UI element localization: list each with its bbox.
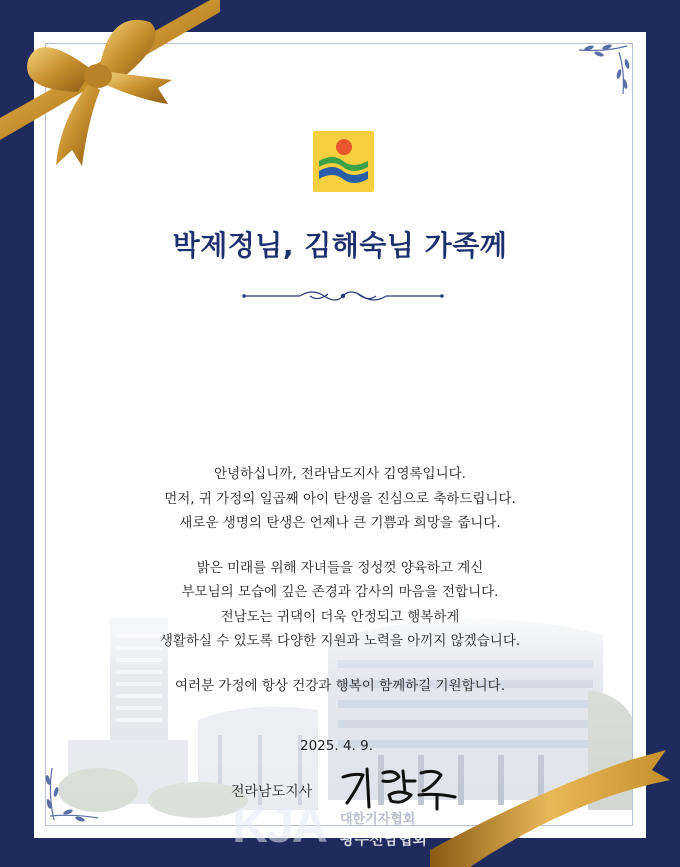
body-line: 먼저, 귀 가정의 일곱째 아이 탄생을 진심으로 축하드립니다. — [164, 490, 516, 507]
ornament-divider-icon — [240, 286, 446, 306]
letter-date: 2025. 4. 9. — [300, 738, 373, 754]
body-line: 생활하실 수 있도록 다양한 지원과 노력을 아끼지 않겠습니다. — [159, 633, 521, 649]
leaf-sprig-icon — [575, 42, 633, 100]
watermark-logo: KJA — [232, 797, 327, 853]
gold-ribbon-bow-icon — [0, 0, 220, 170]
body-line: 부모님의 모습에 깊은 존경과 감사의 마음을 전합니다. — [181, 584, 499, 600]
jeollanam-do-logo-icon — [313, 131, 374, 192]
closing-line: 여러분 가정에 항상 건강과 행복이 함께하길 기원합니다. — [175, 677, 505, 694]
body-line: 전남도는 귀댁이 더욱 안정되고 행복하게 — [220, 608, 460, 625]
letter-body — [0, 462, 680, 698]
letter-title: 박제정님, 김해숙님 가족께 — [172, 229, 508, 262]
body-line: 안녕하십니까, 전라남도지사 김영록입니다. — [214, 466, 466, 482]
gold-ribbon-icon — [430, 740, 680, 867]
watermark-line2: 광주전남협회 — [340, 830, 427, 848]
body-line: 새로운 생명의 탄생은 언제나 큰 기쁨과 희망을 줍니다. — [179, 515, 501, 531]
signer-title: 전라남도지사 — [231, 784, 313, 800]
watermark-line1: 대한기자협회 — [340, 812, 416, 827]
leaf-sprig-icon — [44, 764, 102, 824]
body-line: 밝은 미래를 위해 자녀들을 정성껏 양육하고 계신 — [196, 559, 484, 576]
